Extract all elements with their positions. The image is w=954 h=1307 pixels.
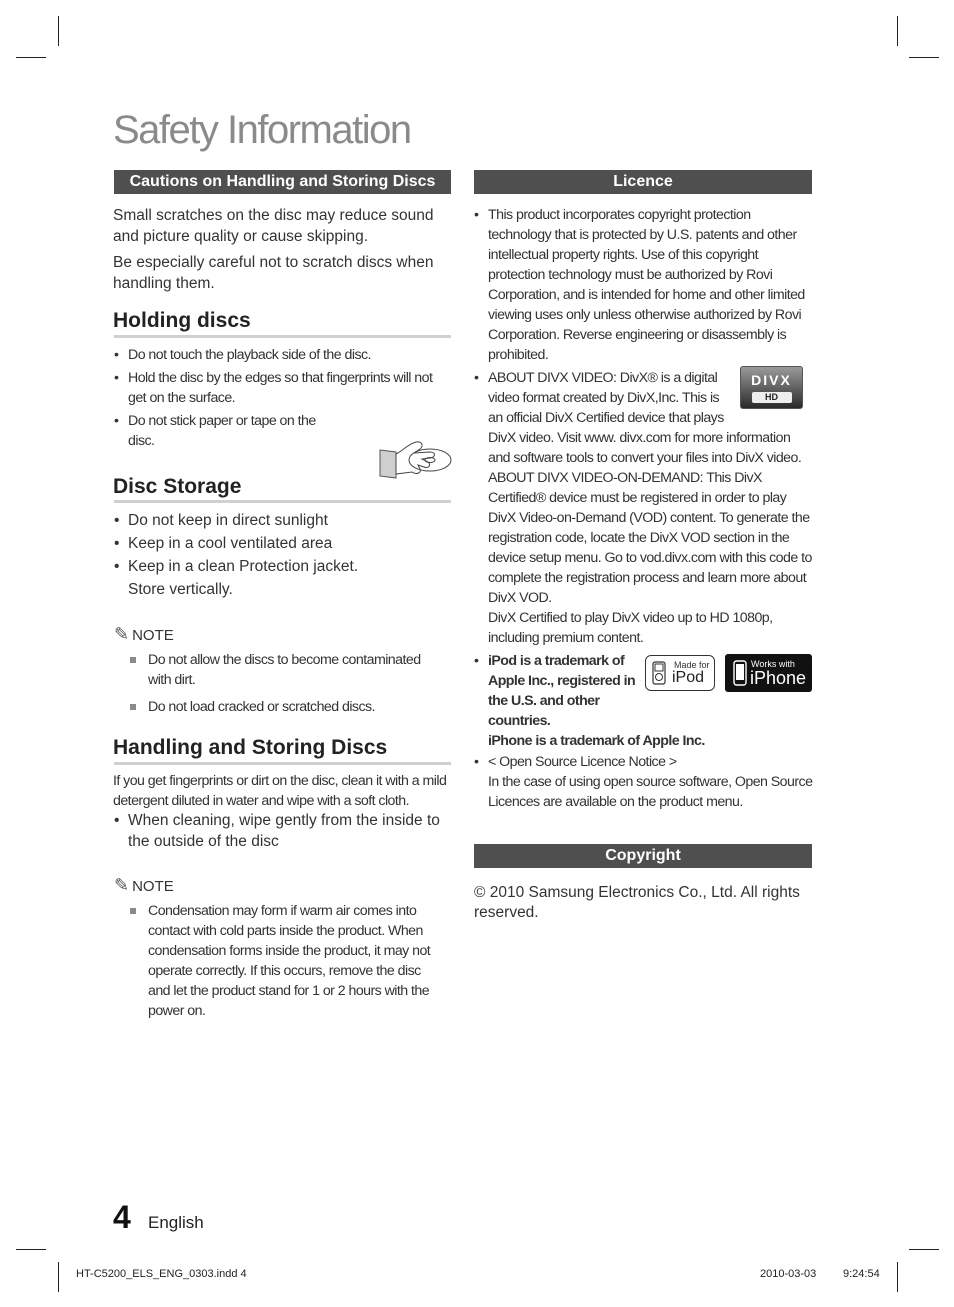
note-heading (114, 875, 174, 896)
divx-item (474, 368, 814, 648)
file-name: HT-C5200_ELS_ENG_0303.indd 4 (76, 1268, 247, 1280)
copyright-header: Copyright (474, 844, 812, 868)
divx-logo-hd: HD (752, 392, 792, 403)
section-rule (114, 762, 451, 765)
crop-mark (909, 57, 939, 58)
note-label: NOTE (132, 627, 174, 644)
divx-paragraph-2: DivX Certified to play DivX video up to HD 1080p, including premium content. (488, 610, 773, 646)
file-time: 9:24:54 (843, 1268, 880, 1280)
list-item: • This product incorporates copyright protection technology that is protected by U.S. patents and other intellectual property rights. Use of this copyright protection technology must be authorized by Rovi Corporation, and is intended for home and other limited viewing uses only unless otherwise authorized by Rovi Corporation. Reverse engineering or disassembly is prohibited. (474, 205, 814, 365)
list-item: • Keep in a clean Protection jacket. Store vertically. (114, 555, 364, 601)
open-source-text: In the case of using open source software, Open Source Licences are available on the product menu. (488, 774, 813, 810)
bullet: • (474, 370, 479, 386)
crop-mark (897, 1262, 898, 1292)
section-rule (114, 335, 451, 338)
list-item: • Do not keep in direct sunlight (114, 509, 364, 532)
divx-hd-logo (740, 366, 803, 409)
page-number: 4 (113, 1199, 131, 1235)
bullet: • (474, 653, 479, 669)
handling-storing-heading: Handling and Storing Discs (113, 736, 388, 759)
handling-list (114, 810, 444, 852)
crop-mark (897, 16, 898, 46)
note-label: NOTE (132, 878, 174, 895)
open-source-title: < Open Source Licence Notice > (488, 754, 677, 770)
list-item: • Keep in a cool ventilated area (114, 532, 364, 555)
intro-paragraph-2: Be especially careful not to scratch discs when handling them. (113, 254, 434, 292)
holding-discs-heading: Holding discs (113, 309, 251, 332)
ipod-device-icon (652, 661, 666, 685)
list-item: • When cleaning, wipe gently from the inside to the outside of the disc (114, 810, 444, 852)
list-item: • Do not touch the playback side of the disc. (114, 345, 439, 365)
disc-storage-heading: Disc Storage (113, 475, 242, 498)
iphone-logo-line2: iPhone (750, 668, 807, 688)
pencil-icon: ✎ (114, 624, 130, 644)
divx-paragraph: ABOUT DIVX VIDEO: DivX® is a digital video format created by DivX,Inc. This is an official DivX Certified device that plays DivX video. Visit www. divx.com for more information and software tools to convert your files into DivX video. ABOUT DIVX VIDEO-ON-DEMAND: This DivX Certified® device must be registered in order to play DivX Video-on-Demand (VOD) content. To generate the registration code, locate the DivX VOD section in the device setup menu. Go to vod.divx.com with this code to complete the registration process and learn more about DivX VOD. (488, 370, 812, 606)
storage-list (114, 509, 364, 601)
ipod-logo-line1: Made for (674, 660, 710, 670)
cautions-header: Cautions on Handling and Storing Discs (114, 170, 451, 194)
ipod-logo-line2: iPod (672, 669, 705, 686)
crop-mark (58, 1262, 59, 1292)
handling-intro: If you get fingerprints or dirt on the disc, clean it with a mild detergent diluted in water and wipe with a soft cloth. (113, 773, 447, 809)
section-rule (114, 500, 451, 503)
note-item: Do not allow the discs to become contaminated with dirt. (128, 650, 443, 690)
works-with-iphone-logo (725, 654, 812, 692)
crop-mark (58, 16, 59, 46)
note-item: Condensation may form if warm air comes into contact with cold parts inside the product. When condensation forms inside the product, it may not operate correctly. If this occurs, remove the disc and let the product stand for 1 or 2 hours with the power on. (128, 901, 443, 1021)
made-for-ipod-logo (645, 655, 715, 691)
note-list (128, 650, 443, 717)
iphone-logo-line1: Works with (751, 659, 795, 669)
note-list (128, 901, 443, 1021)
crop-mark (16, 1249, 46, 1250)
open-source-item (474, 752, 814, 812)
holding-list (114, 345, 439, 451)
bullet: • (474, 754, 479, 770)
file-date: 2010-03-03 (760, 1268, 817, 1280)
iphone-trademark: iPhone is a trademark of Apple Inc. (488, 733, 705, 749)
note-heading (114, 624, 174, 645)
iphone-device-icon (733, 660, 747, 686)
hand-holding-disc-illustration (378, 438, 453, 480)
pencil-icon: ✎ (114, 875, 130, 895)
ipod-trademark: iPod is a trademark of Apple Inc., registered in the U.S. and other countries. (488, 653, 636, 729)
divx-logo-text: DIVX (751, 372, 792, 388)
page-language: English (148, 1213, 204, 1232)
list-item: • Hold the disc by the edges so that fingerprints will not get on the surface. (114, 368, 439, 408)
crop-mark (909, 1249, 939, 1250)
note-item: Do not load cracked or scratched discs. (128, 697, 443, 717)
list-item: • Do not stick paper or tape on the disc. (114, 411, 328, 451)
intro-paragraph-1: Small scratches on the disc may reduce sound and picture quality or cause skipping. (113, 207, 434, 245)
licence-header: Licence (474, 170, 812, 194)
crop-mark (16, 57, 46, 58)
licence-list (474, 205, 814, 365)
copyright-text: © 2010 Samsung Electronics Co., Ltd. All rights reserved. (474, 884, 800, 921)
page-title: Safety Information (113, 108, 411, 152)
